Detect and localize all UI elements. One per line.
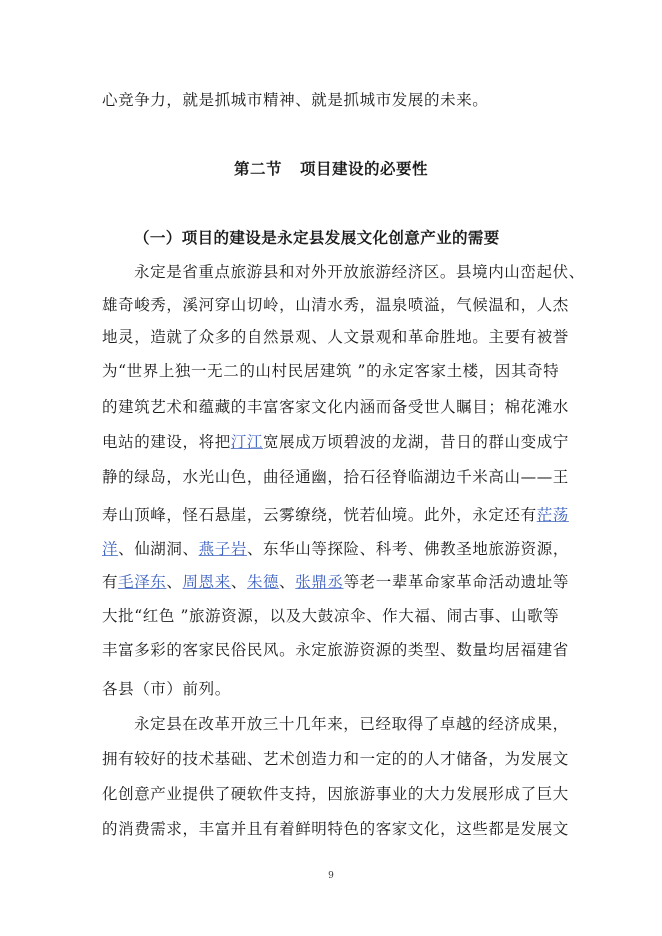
text-span: 、	[166, 573, 183, 591]
subheading: （一）项目的建设是永定县发展文化创意产业的需要	[134, 229, 500, 247]
section-title: 项目建设的必要性	[300, 160, 429, 178]
text-line: 拥有较好的技术基础、艺术创造力和一定的的人才储备，为发展文	[102, 750, 569, 768]
section-heading	[0, 157, 662, 179]
text-line: 雄奇峻秀，溪河穿山切岭，山清水秀，温泉喷溢，气候温和，人杰	[102, 296, 569, 314]
text-span: 等老一辈革命家革命活动遗址等	[343, 573, 569, 591]
text-line: 的建筑艺术和蕴藏的丰富客家文化内涵而备受世人瞩目；棉花滩水	[102, 398, 569, 416]
text-line: 大批“红色 ”旅游资源，以及大鼓凉伞、作大福、闹古事、山歌等	[102, 607, 560, 625]
link-mangdangyang-cont[interactable]: 洋	[102, 540, 119, 558]
text-line: 为“世界上独一无二的山村民居建筑 ”的永定客家土楼，因其奇特	[102, 362, 560, 380]
text-line	[102, 432, 569, 452]
link-zhou-enlai[interactable]: 周恩来	[182, 573, 231, 591]
text-line: 永定是省重点旅游县和对外开放旅游经济区。县境内山峦起伏、	[134, 263, 585, 281]
link-mangdangyang[interactable]: 茫荡	[536, 506, 569, 524]
text-line	[102, 572, 569, 592]
text-span: 电站的建设，将把	[102, 433, 231, 451]
text-span: 宽展成万顷碧波的龙湖，昔日的群山变成宁	[263, 433, 569, 451]
text-span: 、东华山等探险、科考、佛教圣地旅游资源，	[246, 540, 569, 558]
text-line: 的消费需求，丰富并且有着鲜明特色的客家文化，这些都是发展文	[102, 820, 569, 838]
link-yanziyan[interactable]: 燕子岩	[198, 540, 247, 558]
text-line: 心竞争力，就是抓城市精神、就是抓城市发展的未来。	[102, 91, 489, 109]
text-line: 各县（市）前列。	[102, 680, 231, 698]
link-zhu-de[interactable]: 朱德	[246, 573, 280, 591]
text-span: 有	[102, 573, 119, 591]
text-line: 地灵，造就了众多的自然景观、人文景观和革命胜地。主要有被誉	[102, 328, 569, 346]
text-line	[102, 539, 569, 559]
page-number: 9	[328, 871, 334, 881]
link-zhang-dingcheng[interactable]: 张鼎丞	[295, 573, 344, 591]
text-line: 丰富多彩的客家民俗民风。永定旅游资源的类型、数量均居福建省	[102, 641, 569, 659]
text-span: 、	[230, 573, 247, 591]
text-span: 寿山顶峰，怪石悬崖，云雾缭绕，恍若仙境。此外，永定还有	[102, 506, 537, 524]
link-mao-zedong[interactable]: 毛泽东	[118, 573, 167, 591]
text-line: 化创意产业提供了硬软件支持，因旅游事业的大力发展形成了巨大	[102, 785, 569, 803]
text-line: 静的绿岛，水光山色，曲径通幽，拾石径脊临湖边千米高山——王	[102, 468, 569, 486]
link-tingjiang[interactable]: 汀江	[230, 433, 264, 451]
text-span: 、仙湖洞、	[118, 540, 199, 558]
text-span: 、	[279, 573, 296, 591]
text-line	[102, 505, 569, 525]
text-line: 永定县在改革开放三十几年来，已经取得了卓越的经济成果，	[134, 715, 569, 733]
section-number: 第二节	[233, 160, 282, 178]
